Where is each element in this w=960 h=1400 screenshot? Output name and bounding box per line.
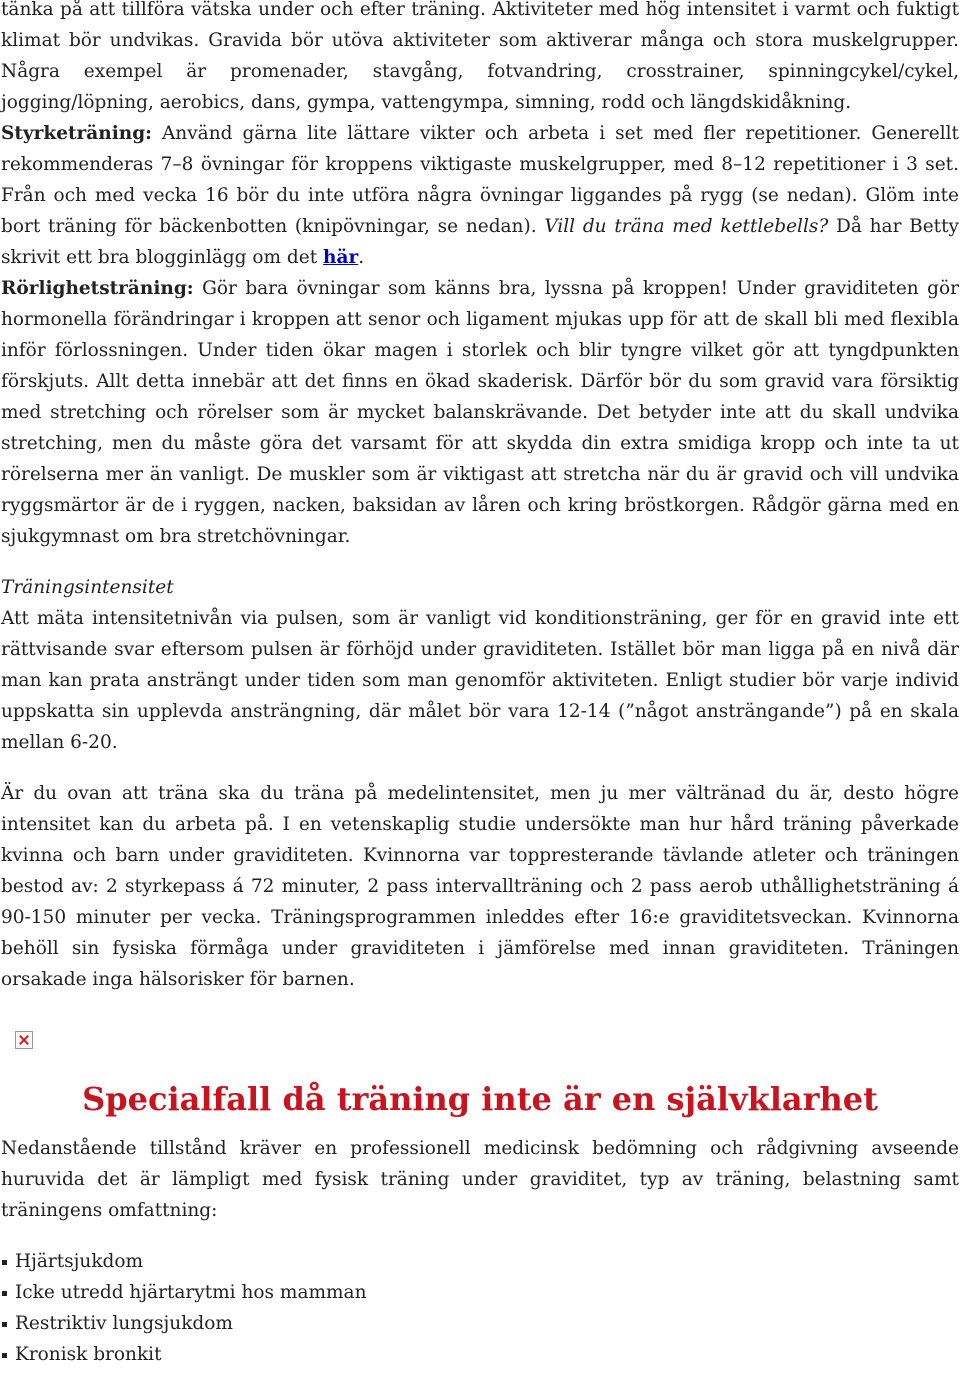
kettlebells-question: Vill du träna med kettlebells? <box>544 216 829 237</box>
broken-image-icon <box>15 1031 33 1049</box>
intensity-heading: Träningsintensitet <box>1 577 174 598</box>
mobility-text: Gör bara övningar som känns bra, lyssna på kroppen! Under graviditeten gör hormonella förändringar i kroppen att senor och ligament mjukas upp för att de skall bli med flexibla inför förlossningen. Under tiden ökar magen i storlek och blir tyngre vilket gör att tyngdpunkten förskjuts. Allt detta innebär att det finns en ökad skaderisk. Därför bör du som gravid vara försiktig med stretching och rörelser som är mycket balanskrävande. Det betyder inte att du skall undvika stretching, men du måste göra det varsamt för att skydda din extra smidiga kropp och inte ta ut rörelserna mer än vanligt. De muskler som är viktigast att stretcha när du är gravid och vill undvika ryggsmärtor är de i ryggen, nacken, baksidan av låren och kring bröstkorgen. Rådgör gärna med en sjukgymnast om bra stretchövningar. <box>1 278 959 547</box>
paragraph-exercise-intro: tänka på att tillföra vätska under och efter träning. Aktiviteter med hög intensitet i varmt och fuktigt klimat bör undvikas. Gravida bör utöva aktiviteter som aktiverar många och stora muskelgrupper. Några exempel är promenader, stavgång, fotvandring, crosstrainer, spinningcykel/cykel, jogging/löpning, aerobics, dans, gympa, vattengympa, simning, rodd och längdskidåkning. <box>1 0 959 113</box>
blog-reference-text: Då har Betty skrivit ett bra blogginlägg om det <box>1 216 960 268</box>
paragraph-study: Är du ovan att träna ska du träna på medelintensitet, men ju mer vältränad du är, desto högre intensitet kan du arbeta på. I en vetenskaplig studie undersökte man hur hård träning påverkade kvinna och barn under graviditeten. Kvinnorna var toppresterande tävlande atleter och träningen bestod av: 2 styrkepass á 72 minuter, 2 pass intervallträning och 2 pass aerob uthållighetsträning á 90-150 minuter per vecka. Träningsprogrammen inleddes efter 16:e graviditetsveckan. Kvinnorna behöll sin fysiska förmåga under graviditeten i jämförelse med innan graviditeten. Träningen orsakade inga hälsorisker för barnen. <box>1 783 959 990</box>
paragraph-intensity: Att mäta intensitetnivån via pulsen, som är vanligt vid konditionsträning, ger för en gravid inte ett rättvisande svar eftersom pulsen är förhöjd under graviditeten. Istället bör man ligga på en nivå där man kan prata ansträngt under tiden som man genomför aktiviteten. Enligt studier bör varje individ uppskatta sin upplevda ansträngning, där målet bör vara 12-14 (”något ansträngande”) på en skala mellan 6-20. <box>1 608 959 753</box>
list-item: Kronisk bronkit <box>1 1339 959 1370</box>
strength-label: Styrketräning: <box>1 123 152 144</box>
paragraph-mobility-training <box>1 273 959 552</box>
list-item: Hjärtsjukdom <box>1 1246 959 1277</box>
paragraph-special-intro: Nedanstående tillstånd kräver en professionell medicinsk bedömning och rådgivning avseende huruvida det är lämpligt med fysisk träning under graviditet, typ av träning, belastning samt träningens omfattning: <box>1 1138 959 1221</box>
conditions-list <box>1 1246 959 1370</box>
strength-text: Använd gärna lite lättare vikter och arbeta i set med fler repetitioner. Generellt rekommenderas 7–8 övningar för kroppens viktigaste muskelgrupper, med 8–12 repetitioner i 3 set. Från och med vecka 16 bör du inte utföra några övningar liggandes på rygg (se nedan). Glöm inte bort träning för bäckenbotten (knipövningar, se nedan). <box>1 123 959 237</box>
blog-reference-end: . <box>358 247 365 268</box>
paragraph-strength-training <box>1 118 959 273</box>
blog-post-link[interactable]: här <box>323 247 359 268</box>
list-item: Restriktiv lungsjukdom <box>1 1308 959 1339</box>
list-item: Icke utredd hjärtarytmi hos mamman <box>1 1277 959 1308</box>
mobility-label: Rörlighetsträning: <box>1 278 194 299</box>
section-heading-special-cases: Specialfall då träning inte är en självklarhet <box>82 1080 878 1118</box>
